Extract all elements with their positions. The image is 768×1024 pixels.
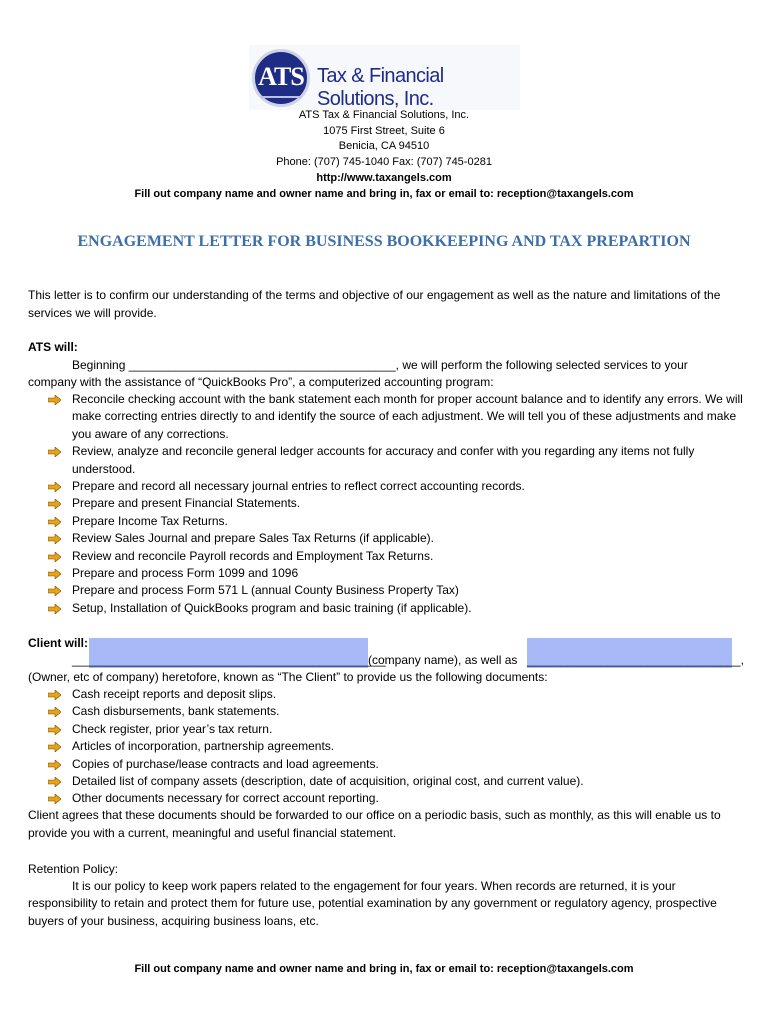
arrow-bullet-icon (48, 725, 61, 735)
service-item (48, 391, 748, 443)
company-name: ATS Tax & Financial Solutions, Inc. (298, 109, 470, 121)
arrow-bullet-icon (48, 760, 61, 770)
client-definition: (Owner, etc of company) heretofore, known as “The Client” to provide us the following documents: (28, 670, 548, 684)
service-item (48, 478, 748, 495)
owner-blank: ________________________________, (527, 653, 744, 667)
service-item (48, 548, 748, 565)
arrow-bullet-icon (48, 534, 61, 544)
service-item (48, 530, 748, 547)
retention-heading: Retention Policy: (28, 862, 119, 876)
document-title: ENGAGEMENT LETTER FOR BUSINESS BOOKKEEPING AND TAX PREPARTION (77, 233, 691, 250)
service-item-text: Reconcile checking account with the bank statement each month for proper account balance and to identify any errors. We will make correcting entries directly to and identify the source of each adjustment. We will tell you of these adjustments and make you aware of any corrections. (72, 392, 743, 441)
logo-initials: ATS (258, 62, 304, 91)
document-item-text: Detailed list of company assets (description, date of acquisition, original cost, and current value). (72, 774, 584, 789)
document-item (48, 756, 748, 773)
company-blank: _______________________________________________ (72, 653, 386, 667)
website-link[interactable]: http://www.taxangels.com (316, 172, 452, 184)
arrow-bullet-icon (48, 517, 61, 527)
service-item-text: Prepare and record all necessary journal entries to reflect correct accounting records. (72, 479, 525, 494)
arrow-bullet-icon (48, 569, 61, 579)
arrow-bullet-icon (48, 552, 61, 562)
arrow-bullet-icon (48, 777, 61, 787)
arrow-bullet-icon (48, 447, 61, 457)
arrow-bullet-icon (48, 499, 61, 509)
footer-instruction: Fill out company name and owner name and bring in, fax or email to: reception@taxangels.com (134, 963, 634, 975)
company-label: (company name), as well as (368, 653, 518, 667)
document-item (48, 721, 748, 738)
service-item-text: Review Sales Journal and prepare Sales Tax Returns (if applicable). (72, 531, 434, 546)
document-item (48, 773, 748, 790)
arrow-bullet-icon (48, 586, 61, 596)
service-item-text: Prepare and process Form 1099 and 1096 (72, 566, 299, 581)
client-agreement: Client agrees that these documents should be forwarded to our office on a periodic basis, such as monthly, as this will enable us to provide you with a current, meaningful and useful financial statement. (28, 808, 721, 840)
service-item (48, 495, 748, 512)
document-item (48, 790, 748, 807)
services-list (48, 391, 748, 617)
document-item (48, 703, 748, 720)
document-item-text: Cash disbursements, bank statements. (72, 704, 280, 719)
address-line-2: Benicia, CA 94510 (338, 140, 430, 152)
document-item-text: Articles of incorporation, partnership agreements. (72, 739, 335, 754)
retention-rest: responsibility to retain and protect them for future use, potential examination by any government or regulatory agency, prospective buyers of your business, acquiring business loans, etc. (28, 896, 717, 928)
document-item-text: Check register, prior year’s tax return. (72, 721, 273, 736)
service-item (48, 443, 748, 478)
service-item-text: Prepare and present Financial Statements. (72, 496, 301, 511)
service-item (48, 600, 748, 617)
document-item-text: Other documents necessary for correct account reporting. (72, 791, 379, 806)
intro-paragraph: This letter is to confirm our understanding of the terms and objective of our engagement as well as the nature and limitations of the services we will provide. (28, 288, 721, 320)
logo-emblem-icon (252, 49, 310, 107)
retention-line-1: It is our policy to keep work papers related to the engagement for four years. When records are returned, it is your (72, 879, 676, 893)
arrow-bullet-icon (48, 794, 61, 804)
arrow-bullet-icon (48, 604, 61, 614)
arrow-bullet-icon (48, 395, 61, 405)
beginning-line: Beginning ________________________________________, we will perform the following selected services to your (72, 358, 688, 372)
document-item-text: Cash receipt reports and deposit slips. (72, 687, 277, 701)
service-item-text: Setup, Installation of QuickBooks program and basic training (if applicable). (72, 600, 472, 615)
company-logo (249, 45, 520, 110)
service-item (48, 565, 748, 582)
header-instruction: Fill out company name and owner name and bring in, fax or email to: reception@taxangels.com (134, 188, 634, 200)
service-item-text: Prepare and process Form 571 L (annual County Business Property Tax) (72, 583, 459, 598)
document-item (48, 738, 748, 755)
service-item (48, 513, 748, 530)
arrow-bullet-icon (48, 707, 61, 717)
service-item-text: Review, analyze and reconcile general ledger accounts for accuracy and confer with you regarding any items not fully understood. (72, 444, 695, 476)
documents-list (48, 686, 748, 808)
phone-fax: Phone: (707) 745-1040 Fax: (707) 745-0281 (276, 156, 492, 168)
quickbooks-line: company with the assistance of “QuickBooks Pro”, a computerized accounting program: (28, 375, 494, 389)
arrow-bullet-icon (48, 690, 61, 700)
arrow-bullet-icon (48, 742, 61, 752)
service-item (48, 582, 748, 599)
arrow-bullet-icon (48, 482, 61, 492)
address-line-1: 1075 First Street, Suite 6 (323, 125, 445, 137)
document-item-text: Copies of purchase/lease contracts and load agreements. (72, 756, 379, 771)
document-item (48, 686, 748, 703)
logo-name: Tax & Financial Solutions, Inc. (317, 65, 444, 110)
ats-heading: ATS will: (28, 340, 78, 354)
service-item-text: Review and reconcile Payroll records and Employment Tax Returns. (72, 548, 434, 563)
service-item-text: Prepare Income Tax Returns. (72, 513, 228, 528)
client-heading: Client will: (28, 636, 88, 650)
